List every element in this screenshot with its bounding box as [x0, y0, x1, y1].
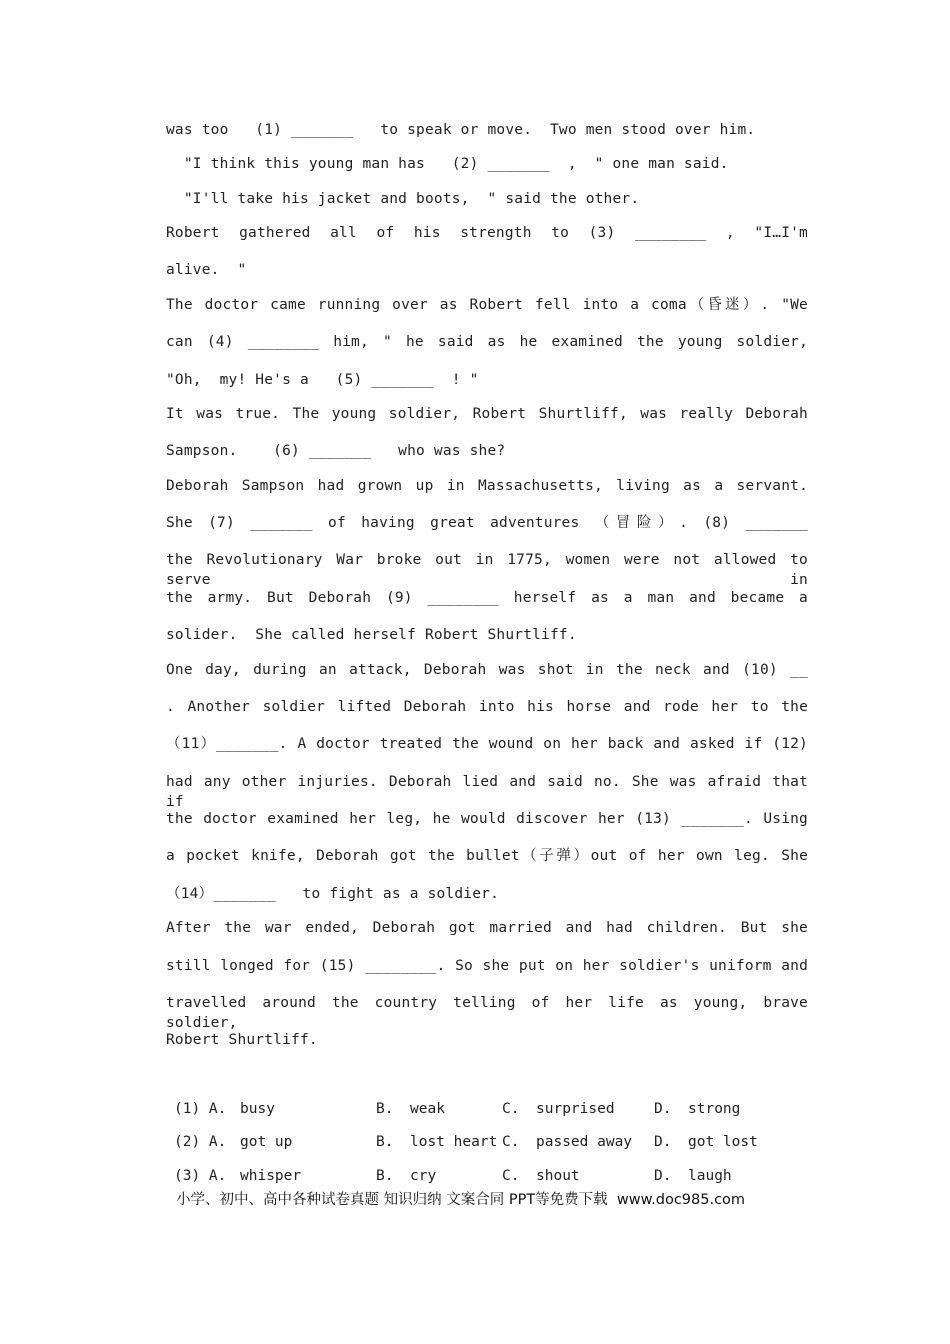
option-a: whisper: [240, 1168, 302, 1184]
passage-line: solider. She called herself Robert Shurtliff.: [166, 627, 577, 643]
option-num: (1) A.: [174, 1101, 227, 1117]
option-c-label: C.: [502, 1168, 520, 1184]
option-b-label: B.: [376, 1101, 394, 1117]
option-c-label: C.: [502, 1101, 520, 1117]
passage-line: travelled around the country telling of her life as young, brave soldier,: [166, 995, 808, 1031]
option-b: lost heart: [410, 1134, 498, 1150]
option-b-label: B.: [376, 1134, 394, 1150]
passage-line: can (4) ________ him, " he said as he examined the young soldier,: [166, 334, 808, 350]
passage-line: After the war ended, Deborah got married and had children. But she: [166, 920, 808, 936]
option-row: [174, 1099, 794, 1119]
option-b-label: B.: [376, 1168, 394, 1184]
passage-line: the Revolutionary War broke out in 1775, women were not allowed to serve in: [166, 552, 808, 588]
passage-line: Robert Shurtliff.: [166, 1032, 318, 1048]
option-a: got up: [240, 1134, 293, 1150]
option-d-label: D.: [654, 1101, 672, 1117]
option-d: got lost: [688, 1134, 758, 1150]
passage-line: a pocket knife, Deborah got the bullet（子弹）out of her own leg. She: [166, 848, 808, 864]
passage-line: still longed for (15) ________. So she put on her soldier's uniform and: [166, 958, 808, 974]
footer-banner: 小学、初中、高中各种试卷真题 知识归纳 文案合同 PPT等免费下载 www.doc985.com: [176, 1192, 746, 1208]
passage-line: Deborah Sampson had grown up in Massachusetts, living as a servant.: [166, 478, 808, 494]
option-a: busy: [240, 1101, 275, 1117]
option-c: shout: [536, 1168, 580, 1184]
option-d: strong: [688, 1101, 741, 1117]
passage-line: "I'll take his jacket and boots, " said the other.: [166, 191, 640, 207]
passage-line: "I think this young man has (2) _______ , " one man said.: [166, 156, 729, 172]
passage-line: （11）_______. A doctor treated the wound on her back and asked if (12): [166, 736, 808, 752]
option-b: weak: [410, 1101, 445, 1117]
passage-line: Sampson. (6) _______ who was she?: [166, 443, 506, 459]
passage-line: had any other injuries. Deborah lied and said no. She was afraid that if: [166, 774, 808, 810]
option-b: cry: [410, 1168, 437, 1184]
passage-line: The doctor came running over as Robert fell into a coma（昏迷）. "We: [166, 297, 808, 313]
option-d-label: D.: [654, 1168, 672, 1184]
option-row: [174, 1166, 794, 1186]
passage-line: It was true. The young soldier, Robert Shurtliff, was really Deborah: [166, 406, 808, 422]
passage-line: One day, during an attack, Deborah was shot in the neck and (10) __: [166, 662, 808, 678]
option-d-label: D.: [654, 1134, 672, 1150]
option-c: surprised: [536, 1101, 615, 1117]
passage-line: alive. ": [166, 262, 247, 278]
passage-line: Robert gathered all of his strength to (3) ________ , "I…I'm: [166, 225, 808, 241]
passage-line: "Oh, my! He's a (5) _______ ! ": [166, 372, 479, 388]
option-num: (2) A.: [174, 1134, 227, 1150]
option-c-label: C.: [502, 1134, 520, 1150]
passage-line: the army. But Deborah (9) ________ herself as a man and became a: [166, 590, 808, 606]
option-c: passed away: [536, 1134, 633, 1150]
passage-line: （14）_______ to fight as a soldier.: [166, 886, 500, 902]
passage-line: . Another soldier lifted Deborah into his horse and rode her to the: [166, 699, 808, 715]
passage-line: was too (1) _______ to speak or move. Two men stood over him.: [166, 122, 756, 138]
option-row: [174, 1132, 794, 1152]
passage-line: the doctor examined her leg, he would discover her (13) _______. Using: [166, 811, 808, 827]
option-d: laugh: [688, 1168, 732, 1184]
option-num: (3) A.: [174, 1168, 227, 1184]
passage-line: She (7) _______ of having great adventures （冒险）. (8) _______: [166, 515, 808, 531]
